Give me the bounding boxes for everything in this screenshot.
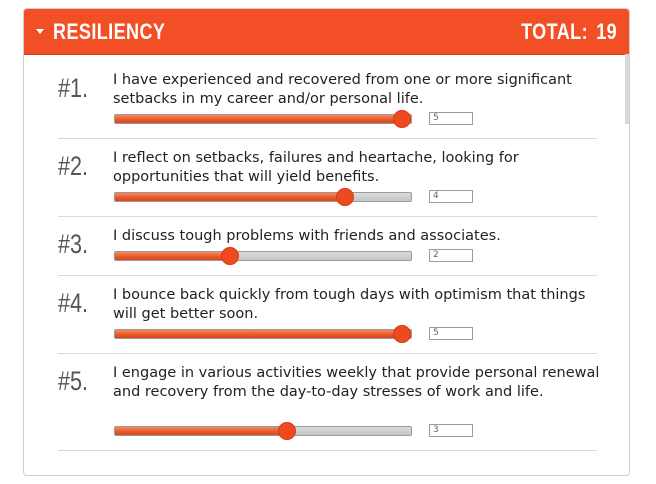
slider-thumb[interactable] — [393, 325, 411, 343]
total-value: 19 — [596, 19, 617, 44]
rating-slider[interactable] — [114, 192, 412, 202]
rating-value-field[interactable]: 4 — [429, 190, 473, 203]
rating-slider[interactable] — [114, 426, 412, 436]
question-number: #4. — [58, 288, 89, 318]
question-item — [58, 276, 597, 354]
slider-thumb[interactable] — [393, 110, 411, 128]
slider-thumb[interactable] — [221, 247, 239, 265]
question-text: I have experienced and recovered from one or more significant setbacks in my career and/or personal life. — [113, 72, 572, 107]
question-item — [58, 139, 597, 217]
question-text: I bounce back quickly from tough days with optimism that things will get better soon. — [113, 287, 586, 322]
section-title: RESILIENCY — [53, 19, 166, 44]
slider-thumb[interactable] — [336, 188, 354, 206]
rating-slider[interactable] — [114, 251, 412, 261]
rating-slider[interactable] — [114, 329, 412, 339]
slider-fill — [115, 115, 411, 123]
slider-thumb[interactable] — [278, 422, 296, 440]
collapse-caret-icon[interactable] — [36, 29, 44, 34]
question-number: #3. — [58, 229, 89, 259]
total-score — [521, 19, 617, 45]
question-text: I discuss tough problems with friends and associates. — [113, 228, 501, 244]
question-item — [58, 217, 597, 276]
rating-value-field[interactable]: 3 — [429, 424, 473, 437]
question-number: #1. — [58, 73, 89, 103]
slider-fill — [115, 427, 293, 435]
scrollbar[interactable] — [625, 54, 629, 124]
total-label: TOTAL: — [520, 19, 588, 44]
question-text: I reflect on setbacks, failures and heartache, looking for opportunities that will yield benefits. — [113, 150, 519, 185]
rating-value-field[interactable]: 5 — [429, 112, 473, 125]
slider-fill — [115, 252, 233, 260]
rating-value-field[interactable]: 2 — [429, 249, 473, 262]
question-text: I engage in various activities weekly that provide personal renewal and recovery from the day-to-day stresses of work and life. — [113, 365, 600, 400]
section-header[interactable] — [24, 9, 629, 55]
rating-value-field[interactable]: 5 — [429, 327, 473, 340]
resiliency-panel — [23, 8, 630, 476]
rating-slider[interactable] — [114, 114, 412, 124]
question-number: #5. — [58, 366, 89, 396]
question-item — [58, 69, 597, 139]
question-item — [58, 354, 600, 451]
question-number: #2. — [58, 151, 89, 181]
slider-fill — [115, 193, 352, 201]
slider-fill — [115, 330, 411, 338]
